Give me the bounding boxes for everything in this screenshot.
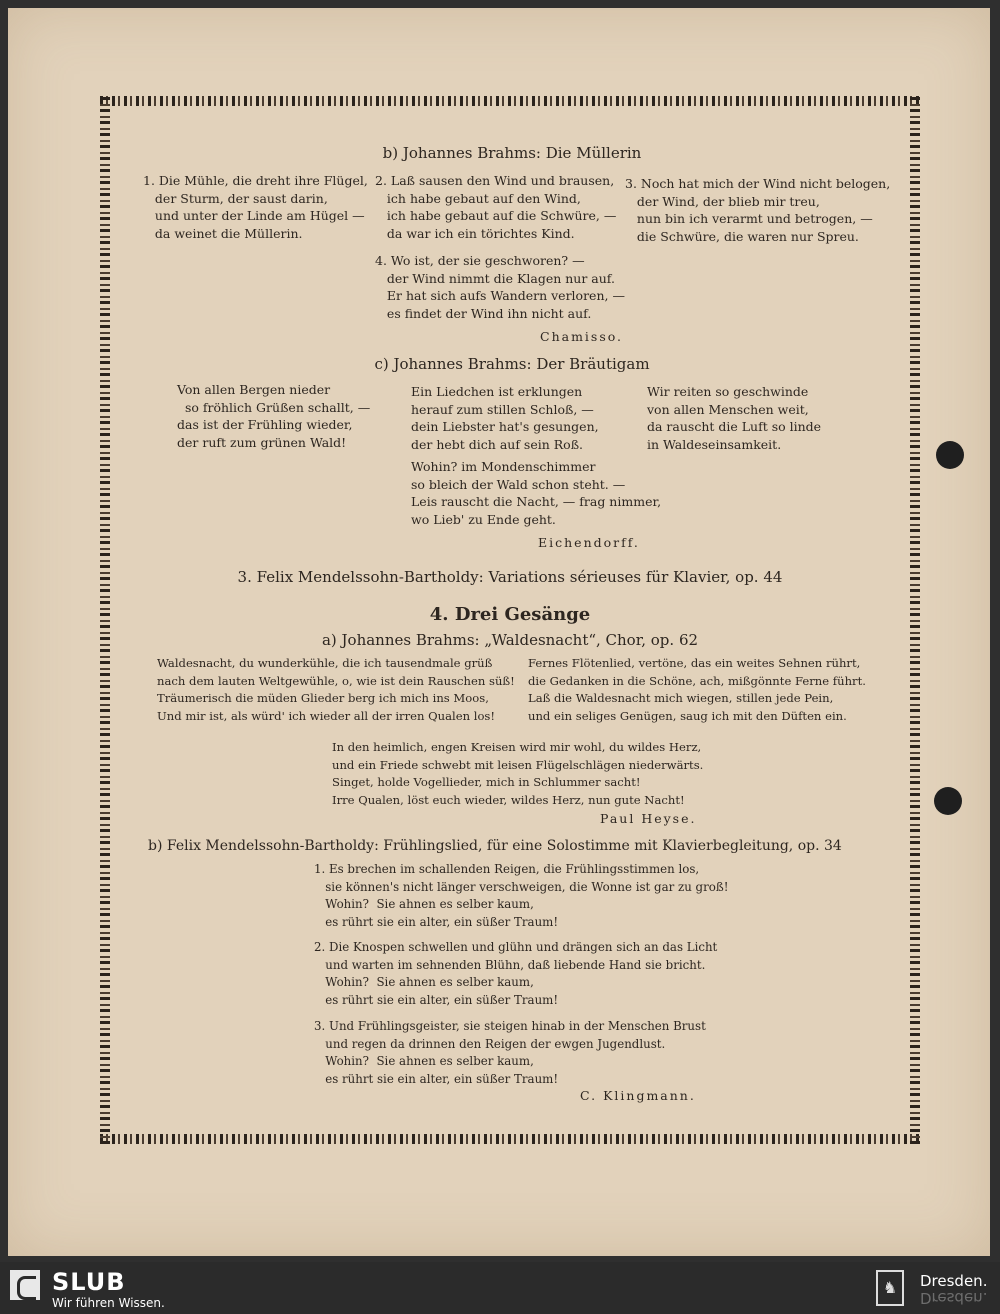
footer-brand[interactable]: SLUB <box>52 1268 126 1296</box>
fruehling-heading: b) Felix Mendelssohn-Bartholdy: Frühlingslied, für eine Solostimme mit Klavierbegleitung, op. 34 <box>148 838 842 854</box>
mueller-author: Chamisso. <box>540 329 624 344</box>
mueller-verse-2: 2. Laß sausen den Wind und brausen, ich habe gebaut auf den Wind, ich habe gebaut auf die Schwüre, — da war ich ein törichtes Kind. <box>375 173 617 241</box>
item-3-heading: 3. Felix Mendelssohn-Bartholdy: Variations sérieuses für Klavier, op. 44 <box>237 568 783 586</box>
waldesnacht-author: Paul Heyse. <box>600 811 697 826</box>
braeutigam-verse-3: Wir reiten so geschwinde von allen Menschen weit, da rauscht die Luft so linde in Waldeseinsamkeit. <box>647 384 822 452</box>
braeutigam-verse-4: Wohin? im Mondenschimmer so bleich der Wald schon steht. — Leis rauscht die Nacht, — frag nimmer, wo Lieb' zu Ende geht. <box>411 459 662 527</box>
mueller-heading: b) Johannes Brahms: Die Müllerin <box>382 144 642 162</box>
border-bottom <box>100 1134 920 1144</box>
braeutigam-heading: c) Johannes Brahms: Der Bräutigam <box>374 355 650 373</box>
border-top <box>100 96 920 106</box>
mueller-verse-1: 1. Die Mühle, die dreht ihre Flügel, der Sturm, der saust darin, und unter der Linde am Hügel — da weinet die Müllerin. <box>143 173 368 241</box>
mueller-verse-3: 3. Noch hat mich der Wind nicht belogen, der Wind, der blieb mir treu, nun bin ich verarmt und betrogen, — die Schwüre, die waren nur Spreu. <box>625 176 891 244</box>
punch-hole <box>936 441 964 469</box>
fruehling-verse-2: 2. Die Knospen schwellen und glühn und drängen sich an das Licht und warten im sehnenden Blühn, daß liebende Hand sie bricht. Wohin? Sie ahnen es selber kaum, es rührt sie ein alter, ein süßer Traum! <box>314 940 718 1007</box>
item-4-heading: 4. Drei Gesänge <box>429 604 591 625</box>
footer-city-reflection: Dresden. <box>920 1289 988 1307</box>
braeutigam-author: Eichendorff. <box>538 535 640 550</box>
dresden-crest-icon: ♞ <box>876 1270 904 1306</box>
fruehling-author: C. Klingmann. <box>580 1088 696 1103</box>
fruehling-verse-3: 3. Und Frühlingsgeister, sie steigen hinab in der Menschen Brust und regen da drinnen den Reigen der ewgen Jugendlust. Wohin? Sie ahnen es selber kaum, es rührt sie ein alter, ein süßer Traum! <box>314 1019 706 1086</box>
punch-hole <box>934 787 962 815</box>
border-right <box>910 96 920 1144</box>
waldesnacht-bottom: In den heimlich, engen Kreisen wird mir wohl, du wildes Herz, und ein Friede schwebt mit leisen Flügelschlägen niederwärts. Singet, holde Vogellieder, mich in Schlummer sacht! Irre Qualen, löst euch wieder, wildes Herz, nun gute Nacht! <box>332 740 704 807</box>
waldesnacht-heading: a) Johannes Brahms: „Waldesnacht“, Chor, op. 62 <box>321 631 699 649</box>
waldesnacht-left: Waldesnacht, du wunderkühle, die ich tausendmale grüß nach dem lauten Weltgewühle, o, wie ist dein Rauschen süß! Träumerisch die müden Glieder berg ich mich ins Moos, Und mir ist, als würd' ich wieder all der irren Qualen los! <box>157 656 515 723</box>
footer-bar <box>0 1262 1000 1314</box>
footer-city[interactable]: Dresden. <box>920 1272 988 1290</box>
slub-logo-icon[interactable] <box>10 1270 40 1300</box>
mueller-verse-4: 4. Wo ist, der sie geschworen? — der Wind nimmt die Klagen nur auf. Er hat sich aufs Wandern verloren, — es findet der Wind ihn nicht auf. <box>375 253 625 321</box>
footer-tagline: Wir führen Wissen. <box>52 1296 165 1310</box>
braeutigam-verse-2: Ein Liedchen ist erklungen herauf zum stillen Schloß, — dein Liebster hat's gesungen, der hebt dich auf sein Roß. <box>411 384 599 452</box>
braeutigam-verse-1: Von allen Bergen nieder so fröhlich Grüßen schallt, — das ist der Frühling wieder, der ruft zum grünen Wald! <box>177 382 371 450</box>
waldesnacht-right: Fernes Flötenlied, vertöne, das ein weites Sehnen rührt, die Gedanken in die Schöne, ach, mißgönnte Ferne führt. Laß die Waldesnacht mich wiegen, stillen jede Pein, und ein seliges Genügen, saug ich mit den Düften ein. <box>528 656 866 723</box>
fruehling-verse-1: 1. Es brechen im schallenden Reigen, die Frühlingsstimmen los, sie können's nicht länger verschweigen, die Wonne ist gar zu groß! Wohin? Sie ahnen es selber kaum, es rührt sie ein alter, ein süßer Traum! <box>314 862 729 929</box>
border-left <box>100 96 110 1144</box>
